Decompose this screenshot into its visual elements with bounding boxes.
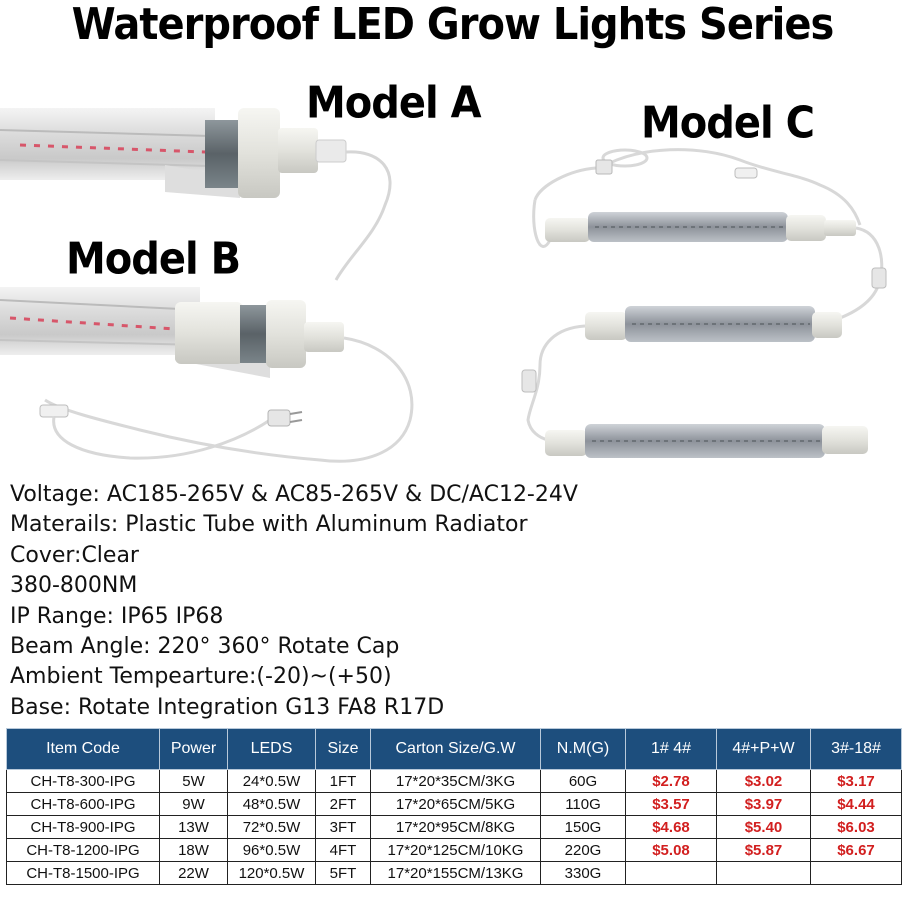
spec-ip-range: IP Range: IP65 IP68 xyxy=(10,603,224,629)
cell-price-1-4 xyxy=(626,862,717,885)
cell-net-weight: 150G xyxy=(541,816,626,839)
cell-leds: 48*0.5W xyxy=(228,793,316,816)
cell-carton-size: 17*20*125CM/10KG xyxy=(371,839,541,862)
model-c-label: Model C xyxy=(641,97,815,149)
cell-power: 18W xyxy=(160,839,228,862)
cell-item-code: CH-T8-1500-IPG xyxy=(7,862,160,885)
cell-item-code: CH-T8-600-IPG xyxy=(7,793,160,816)
table-row xyxy=(7,816,902,839)
cell-price-3-18: $6.67 xyxy=(811,839,902,862)
cell-item-code: CH-T8-900-IPG xyxy=(7,816,160,839)
cell-leds: 24*0.5W xyxy=(228,770,316,793)
cell-net-weight: 220G xyxy=(541,839,626,862)
cell-power: 9W xyxy=(160,793,228,816)
col-header-power: Power xyxy=(160,729,228,770)
cell-price-3-18: $3.17 xyxy=(811,770,902,793)
cell-item-code: CH-T8-1200-IPG xyxy=(7,839,160,862)
model-a-label: Model A xyxy=(306,77,481,129)
cell-price-4-p-w xyxy=(717,862,811,885)
cell-price-3-18 xyxy=(811,862,902,885)
page-title: Waterproof LED Grow Lights Series xyxy=(71,0,834,50)
cell-size: 3FT xyxy=(316,816,371,839)
col-header-size: Size xyxy=(316,729,371,770)
cell-net-weight: 330G xyxy=(541,862,626,885)
cell-leds: 72*0.5W xyxy=(228,816,316,839)
col-header-carton-size: Carton Size/G.W xyxy=(371,729,541,770)
cell-size: 4FT xyxy=(316,839,371,862)
spec-cover: Cover:Clear xyxy=(10,542,139,568)
table-header-row xyxy=(7,729,902,770)
spec-materials: Materails: Plastic Tube with Aluminum Radiator xyxy=(10,512,528,538)
cell-carton-size: 17*20*35CM/3KG xyxy=(371,770,541,793)
cell-leds: 96*0.5W xyxy=(228,839,316,862)
cell-price-1-4: $3.57 xyxy=(626,793,717,816)
col-header-net-weight: N.M(G) xyxy=(541,729,626,770)
col-header-item-code: Item Code xyxy=(7,729,160,770)
table-row xyxy=(7,862,902,885)
cell-carton-size: 17*20*155CM/13KG xyxy=(371,862,541,885)
table-row xyxy=(7,793,902,816)
product-table xyxy=(6,728,902,885)
spec-voltage: Voltage: AC185-265V & AC85-265V & DC/AC12-24V xyxy=(10,482,578,507)
cell-size: 5FT xyxy=(316,862,371,885)
table-row xyxy=(7,839,902,862)
cell-power: 5W xyxy=(160,770,228,793)
cell-net-weight: 60G xyxy=(541,770,626,793)
cell-price-4-p-w: $5.87 xyxy=(717,839,811,862)
spec-base: Base: Rotate Integration G13 FA8 R17D xyxy=(10,694,445,720)
model-b-label: Model B xyxy=(66,233,241,285)
model-c-tubes xyxy=(522,150,886,458)
cell-price-1-4: $4.68 xyxy=(626,816,717,839)
cell-power: 13W xyxy=(160,816,228,839)
cell-carton-size: 17*20*95CM/8KG xyxy=(371,816,541,839)
cell-price-3-18: $4.44 xyxy=(811,793,902,816)
cell-carton-size: 17*20*65CM/5KG xyxy=(371,793,541,816)
col-header-leds: LEDS xyxy=(228,729,316,770)
cell-price-4-p-w: $5.40 xyxy=(717,816,811,839)
spec-wavelength: 380-800NM xyxy=(10,573,138,599)
cell-price-3-18: $6.03 xyxy=(811,816,902,839)
col-header-price-4-p-w: 4#+P+W xyxy=(717,729,811,770)
spec-ambient-temperature: Ambient Tempearture:(-20)~(+50) xyxy=(10,664,392,690)
cell-price-4-p-w: $3.97 xyxy=(717,793,811,816)
cell-item-code: CH-T8-300-IPG xyxy=(7,770,160,793)
cell-price-1-4: $2.78 xyxy=(626,770,717,793)
spec-beam-angle: Beam Angle: 220° 360° Rotate Cap xyxy=(10,634,400,660)
model-b-tube xyxy=(0,287,412,461)
table-row xyxy=(7,770,902,793)
cell-power: 22W xyxy=(160,862,228,885)
cell-size: 2FT xyxy=(316,793,371,816)
spec-list xyxy=(10,480,900,723)
cell-price-4-p-w: $3.02 xyxy=(717,770,811,793)
cell-leds: 120*0.5W xyxy=(228,862,316,885)
cell-size: 1FT xyxy=(316,770,371,793)
col-header-price-1-4: 1# 4# xyxy=(626,729,717,770)
cell-price-1-4: $5.08 xyxy=(626,839,717,862)
cell-net-weight: 110G xyxy=(541,793,626,816)
col-header-price-3-18: 3#-18# xyxy=(811,729,902,770)
